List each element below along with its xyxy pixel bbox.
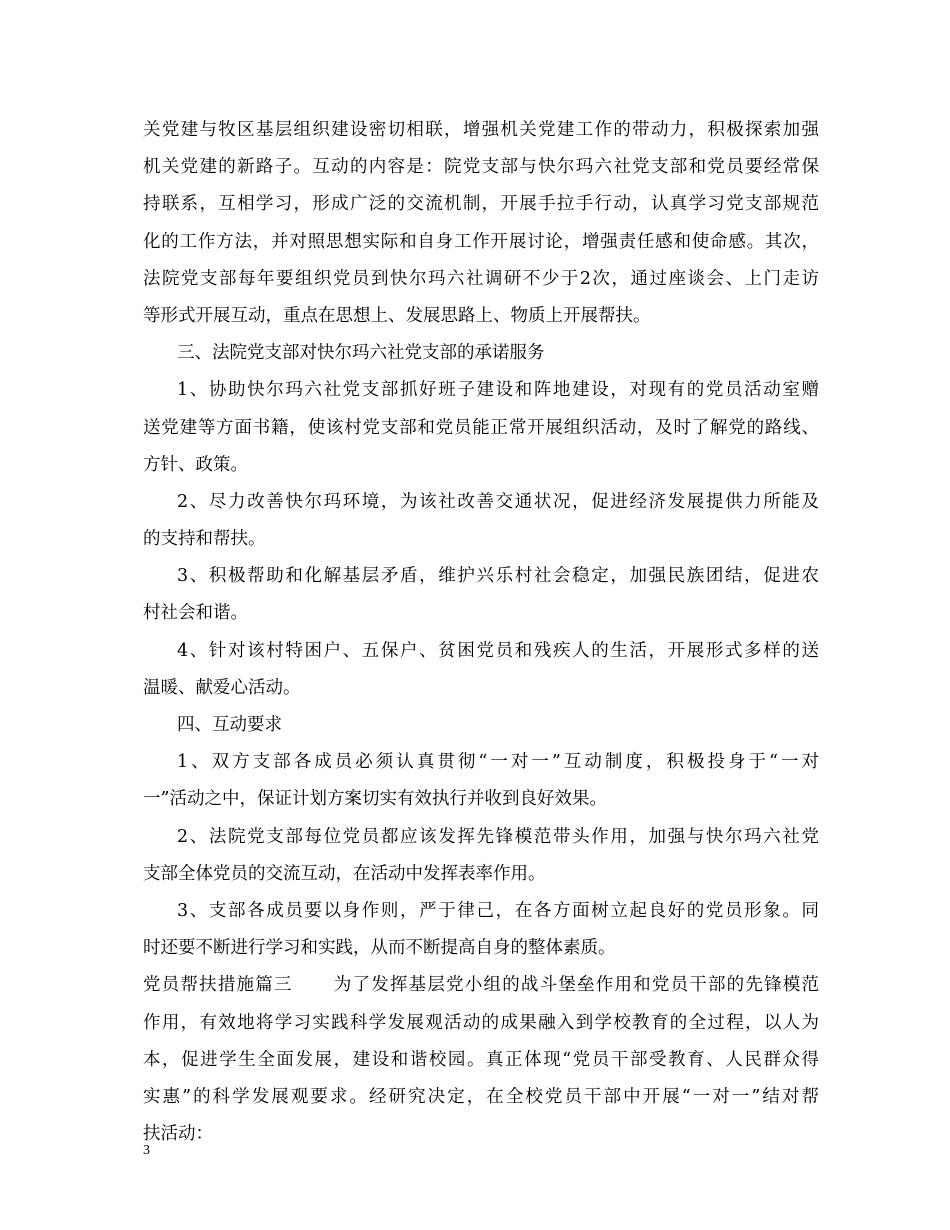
paragraph-line: 等形式开展互动，重点在思想上、发展思路上、物质上开展帮扶。 bbox=[143, 305, 651, 326]
section-heading: 四、互动要求 bbox=[177, 715, 282, 735]
paragraph-line: 3、支部各成员要以身作则，严于律己，在各方面树立起良好的党员形象。同 bbox=[177, 900, 819, 921]
paragraph-line: 关党建与牧区基层组织建设密切相联，增强机关党建工作的带动力，积极探索加强 bbox=[143, 120, 819, 140]
paragraph-line: 方针、政策。 bbox=[143, 454, 248, 475]
paragraph-line: 化的工作方法，并对照思想实际和自身工作开展讨论，增强责任感和使命感。其次， bbox=[143, 231, 819, 252]
paragraph-line: 2、尽力改善快尔玛环境，为该社改善交通状况，促进经济发展提供力所能及 bbox=[177, 491, 819, 512]
paragraph-line: 支部全体党员的交流互动，在活动中发挥表率作用。 bbox=[143, 863, 546, 884]
paragraph-line: 2、法院党支部每位党员都应该发挥先锋模范带头作用，加强与快尔玛六社党 bbox=[177, 826, 819, 847]
paragraph-line: 时还要不断进行学习和实践，从而不断提高自身的整体素质。 bbox=[143, 938, 616, 959]
paragraph-line: 温暖、献爱心活动。 bbox=[143, 677, 301, 698]
paragraph-line: 的支持和帮扶。 bbox=[143, 529, 266, 550]
paragraph-line: 扶活动： bbox=[143, 1124, 213, 1145]
paragraph-line: 4、针对该村特困户、五保户、贫困党员和残疾人的生活，开展形式多样的送 bbox=[177, 640, 819, 661]
paragraph-text: 为了发挥基层党小组的战斗堡垒作用和党员干部的先锋模范 bbox=[332, 975, 820, 996]
paragraph-line: 持联系，互相学习，形成广泛的交流机制，开展手拉手行动，认真学习党支部规范 bbox=[143, 194, 819, 215]
paragraph-line: 3、积极帮助和化解基层矛盾，维护兴乐村社会稳定，加强民族团结，促进农 bbox=[177, 566, 819, 587]
paragraph-line: 村社会和谐。 bbox=[143, 603, 248, 624]
paragraph-line: 法院党支部每年要组织党员到快尔玛六社调研不少于2次，通过座谈会、上门走访 bbox=[143, 268, 819, 289]
paragraph-line: 作用，有效地将学习实践科学发展观活动的成果融入到学校教育的全过程，以人为 bbox=[143, 1012, 819, 1033]
paragraph-line: 一”活动之中，保证计划方案切实有效执行并收到良好效果。 bbox=[143, 789, 607, 810]
paragraph-line: 1、双方支部各成员必须认真贯彻“一对一”互动制度，积极投身于“一对 bbox=[177, 752, 819, 773]
document-body bbox=[143, 112, 819, 1153]
subtitle: 党员帮扶措施篇三 bbox=[143, 975, 293, 996]
section-heading: 三、法院党支部对快尔玛六社党支部的承诺服务 bbox=[177, 343, 545, 364]
paragraph-line: 1、协助快尔玛六社党支部抓好班子建设和阵地建设，对现有的党员活动室赠 bbox=[177, 380, 819, 401]
paragraph-line: 本，促进学生全面发展，建设和谐校园。真正体现“党员干部受教育、人民群众得 bbox=[143, 1049, 819, 1070]
paragraph-line: 机关党建的新路子。互动的内容是：院党支部与快尔玛六社党支部和党员要经常保 bbox=[143, 157, 819, 178]
paragraph-line: 送党建等方面书籍，使该村党支部和党员能正常开展组织活动，及时了解党的路线、 bbox=[143, 417, 819, 438]
page-number: 3 bbox=[143, 1143, 150, 1158]
paragraph-line: 实惠”的科学发展观要求。经研究决定，在全校党员干部中开展“一对一”结对帮 bbox=[143, 1086, 819, 1107]
paragraph-line-with-title bbox=[143, 967, 819, 1004]
